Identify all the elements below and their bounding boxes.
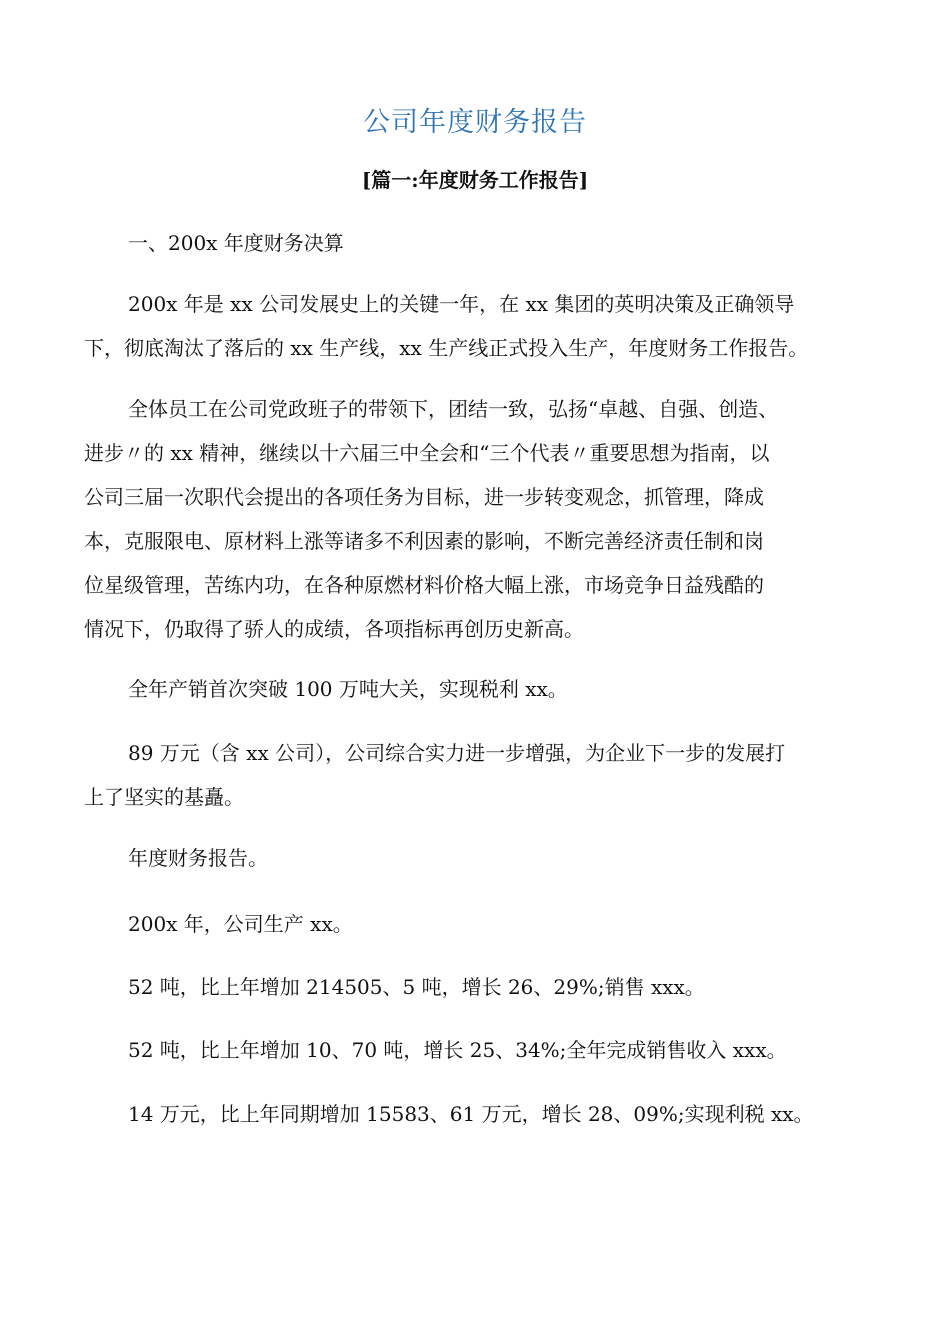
paragraph-line: 上了坚实的基矗。 <box>84 785 244 809</box>
paragraph-10 <box>84 1092 864 1136</box>
paragraph-line: 下，彻底淘汰了落后的 xx 生产线，xx 生产线正式投入生产，年度财务工作报告。 <box>84 336 809 360</box>
paragraph-line: 进步〃的 xx 精神，继续以十六届三中全会和“三个代表〃重要思想为指南，以 <box>84 441 770 465</box>
paragraph-line: 200x 年，公司生产 xx。 <box>128 912 353 936</box>
paragraph-line: 情况下，仍取得了骄人的成绩，各项指标再创历史新高。 <box>84 617 584 641</box>
paragraph-line: 200x 年是 xx 公司发展史上的关键一年，在 xx 集团的英明决策及正确领导 <box>128 292 795 316</box>
paragraph-line: 公司三届一次职代会提出的各项任务为目标，进一步转变观念，抓管理，降成 <box>84 485 764 509</box>
paragraph-line: 一、200x 年度财务决算 <box>128 231 344 255</box>
paragraph-line: 14 万元，比上年同期增加 15583、61 万元，增长 28、09%;实现利税 xx。 <box>128 1102 814 1126</box>
paragraph-line: 52 吨，比上年增加 214505、5 吨，增长 26、29%;销售 xxx。 <box>128 975 705 999</box>
paragraph-5 <box>84 731 864 819</box>
paragraph-6 <box>84 836 864 880</box>
paragraph-7 <box>84 902 864 946</box>
paragraph-line: 52 吨，比上年增加 10、70 吨，增长 25、34%;全年完成销售收入 xxx。 <box>128 1038 787 1062</box>
document-title: 公司年度财务报告 <box>363 107 587 138</box>
paragraph-3 <box>84 387 864 651</box>
paragraph-line: 年度财务报告。 <box>128 846 268 870</box>
paragraph-1 <box>84 221 864 265</box>
document-subtitle: [篇一:年度财务工作报告] <box>361 168 589 192</box>
paragraph-2 <box>84 282 864 370</box>
paragraph-line: 全年产销首次突破 100 万吨大关，实现税利 xx。 <box>128 677 568 701</box>
paragraph-4 <box>84 667 864 711</box>
paragraph-line: 位星级管理，苦练内功，在各种原燃材料价格大幅上涨，市场竞争日益残酷的 <box>84 573 764 597</box>
paragraph-line: 全体员工在公司党政班子的带领下，团结一致，弘扬“卓越、自强、创造、 <box>128 397 779 421</box>
paragraph-8 <box>84 965 864 1009</box>
paragraph-line: 本，克服限电、原材料上涨等诸多不利因素的影响，不断完善经济责任制和岗 <box>84 529 764 553</box>
paragraph-9 <box>84 1028 864 1072</box>
paragraph-line: 89 万元（含 xx 公司），公司综合实力进一步增强，为企业下一步的发展打 <box>128 741 786 765</box>
